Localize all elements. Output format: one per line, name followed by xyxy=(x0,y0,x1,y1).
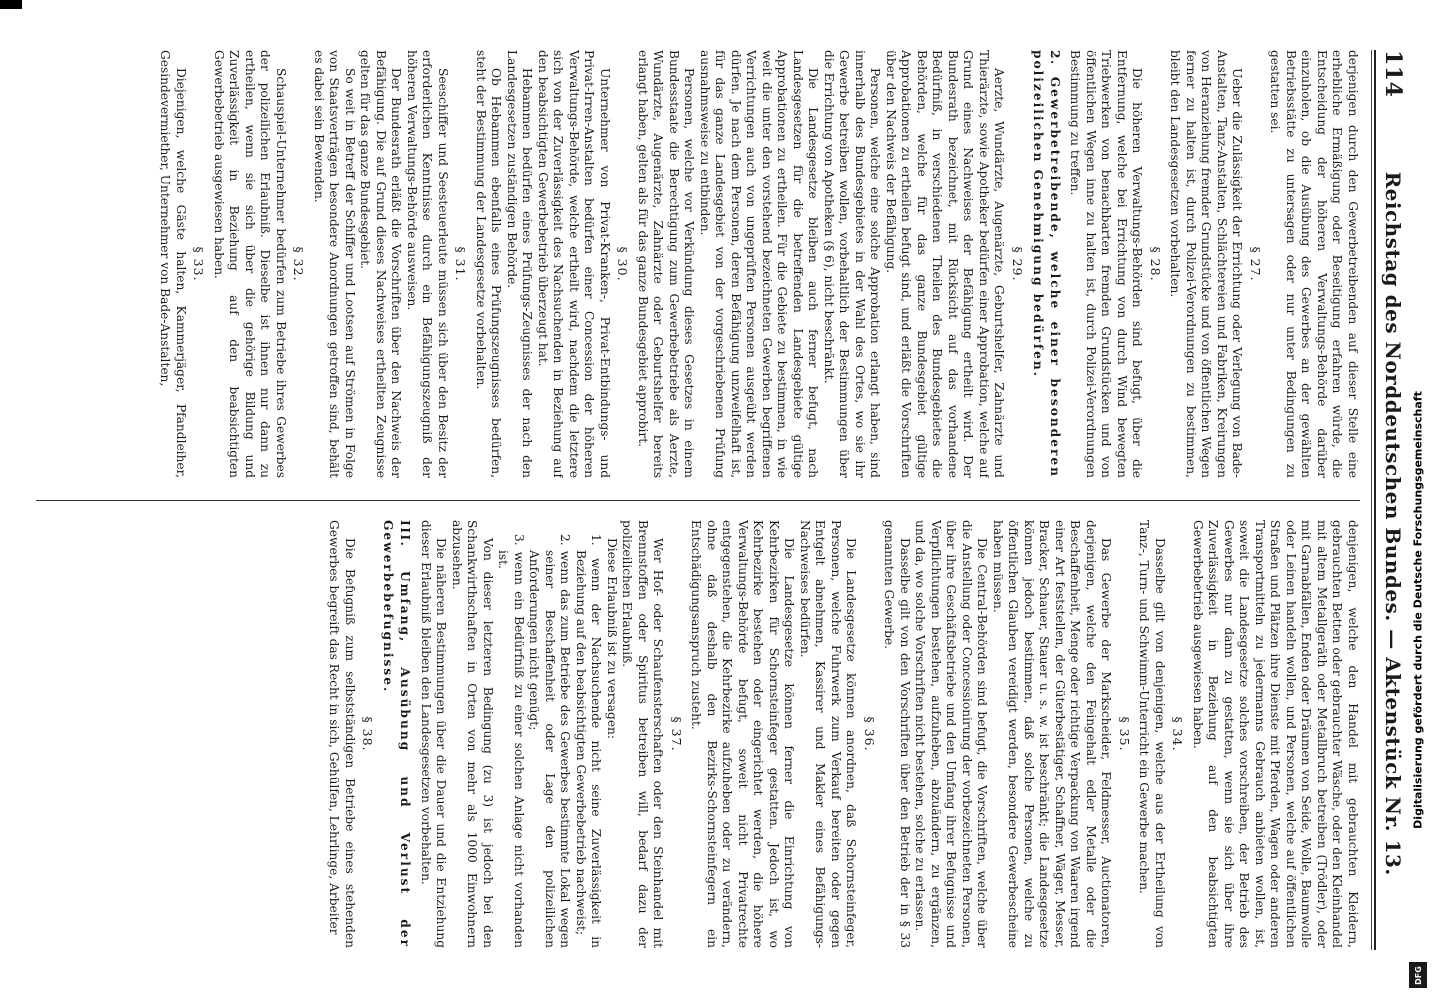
section-heading: § 28. xyxy=(1148,246,1163,282)
paragraph: Wer Hof- oder Schaufensterschaften oder den Steinhandel mit Brennstoffen oder Spiritus betreiben will, bedarf dazu der polizeilichen Erlaubniß. xyxy=(620,520,666,948)
paragraph: Die näheren Bestimmungen über die Dauer und die Entziehung dieser Erlaubniß bleiben den Landesgesetzen vorbehalten. xyxy=(419,520,449,948)
paragraph: Die Landesgesetze können anordnen, daß Schornsteinfeger, Personen, welche Fuhrwerk zum Verkauf bereiten oder gegen Entgelt abnehmen, Kassirer und Makler eines Befähigungs-Nachweises bedürfen. xyxy=(798,520,859,948)
section-heading: § 34. xyxy=(1170,716,1186,752)
paragraph: denjenigen, welche den Handel mit gebrauchten Kleidern, gebrauchten Betten oder gebrauchter Wäsche, oder den Kleinhandel mit altem Metallgeräth oder Metallbruch betreiben (Trödler), oder mit Garnabfällen, Enden oder Dräumen von Seide, Wolle, Baumwolle oder Leinen handeln wollen, und Personen, welche auf öffentlichen Straßen und Plätzen ihre Dienste mit Pferden, Wagen oder anderen Transportmitteln zu jedermanns Gebrauch anbieten wollen, ist, soweit die Landesgesetze solches vorschreiben, der Betrieb des Gewerbes nur dann zu gestatten, wenn sie sich über ihre Zuverlässigkeit in Beziehung auf den beabsichtigten Gewerbebetrieb ausgewiesen haben. xyxy=(1191,520,1360,948)
section-heading: § 37. xyxy=(669,716,684,752)
paragraph: Dasselbe gilt von den Vorschriften über den Betrieb der in § 33 genannten Gewerbe. xyxy=(882,520,912,948)
page-number: 114 xyxy=(1380,50,1406,98)
paragraph: Personen, welche eine solche Approbation erlangt haben, sind innerhalb des Bundesgebietes in der Wahl des Ortes, wo sie ihr Gewerbe betreiben wollen, vorbehaltlich der Bestimmungen über die Errichtung von Apotheken (§ 6), nicht beschränkt. xyxy=(822,50,883,478)
section-heading: § 38. xyxy=(360,716,376,752)
paragraph: Der Bundesrath erläßt die Vorschriften über den Nachweis der Befähigung. Die auf Grund dieses Nachweises ertheilten Zeugnisse gelten für das ganze Bundesgebiet. xyxy=(358,50,404,478)
chapter-heading xyxy=(1029,50,1063,478)
paragraph: Die höheren Verwaltungs-Behörden sind befugt, über die Entfernung, welche bei Errichtung von durch Wind bewegten Triebwerken von benachbarten fremden Grundstücken und von öffentlichen Wegen inne zu halten ist, durch Polizei-Verordnungen Bestimmung zu treffen. xyxy=(1068,50,1145,478)
paragraph: Ob Hebammen ebenfalls eines Prüfungszeugnisses bedürfen, steht der Bestimmung der Landesgesetze vorbehalten. xyxy=(474,50,504,478)
section-heading: § 29. xyxy=(1010,246,1025,282)
paragraph: Die Landesgesetze bleiben auch ferner befugt, nach Landesgesetzen für die betreffenden Landesgebiete gültige Approbationen zu ertheilen. Für die Gebiete zu bestimmen, in wie weit die unter den vorstehend bezeichneten Gewerben begriffenen Verrichtungen auch von ungeprüften Personen ausgeübt werden dürfen. Je nach dem Personen, deren Befähigung unzweifelhaft ist, für das ganze Landesgebiet von der vorgeschriebenen Prüfung ausnahmsweise zu entbinden. xyxy=(698,50,821,478)
left-column xyxy=(36,50,1360,478)
paragraph: Die Befugniß zum selbstständigen Betriebe eines stehenden Gewerbes begreift das Recht in sich, Gehülfen, Lehrlinge, Arbeiter xyxy=(327,520,357,948)
chapter-title: Umfang, Ausübung und Verlust der Gewerbebefugnisse. xyxy=(381,520,413,948)
section-heading: § 30. xyxy=(615,246,631,282)
paragraph: Personen, welche vor Verkündung dieses Gesetzes in einem Bundesstaate die Berechtigung zum Gewerbebetriebe als Aerzte, Wundärzte, Augenärzte, Zahnärzte oder Geburtshelfer bereits erlangt haben, gelten als für das ganze Bundesgebiet approbirt. xyxy=(636,50,697,478)
section-heading: § 36. xyxy=(862,716,877,752)
right-column xyxy=(36,520,1360,948)
section-heading: § 33. xyxy=(191,246,207,282)
paragraph: derjenigen durch den Gewerbetreibenden auf dieser Stelle eine erhebliche Ermäßigung oder Beseitigung erfahren würde, die Entscheidung der höheren Verwaltungs-Behörde darüber einzuholen, ob die Ausübung des Gewerbes an der gewählten Betriebsstätte zu untersagen oder nur unter Bedingungen zu gestatten sei. xyxy=(1268,50,1360,478)
chapter-number: 2. xyxy=(1048,50,1062,66)
section-heading: § 27. xyxy=(1248,246,1263,282)
section-heading: § 32. xyxy=(291,246,307,282)
paragraph: Aerzte, Wundärzte, Augenärzte, Geburtshelfer, Zahnärzte und Thierärzte, sowie Apotheker bedürfen einer Approbation, welche auf Grund eines Nachweises der Befähigung ertheilt wird. Der Bundesrath bezeichnet, mit Rücksicht auf das vorhandene Bedürfniß, in verschiedenen Theilen des Bundesgebietes die Behörden, welche für das ganze Bundesgebiet gültige Approbationen zu ertheilen befugt sind, und erläßt die Vorschriften über den Nachweis der Befähigung. xyxy=(884,50,1007,478)
list-item: 3. wenn ein Bedürfniß zu einer solchen Anlage nicht vorhanden ist. xyxy=(496,534,526,948)
paragraph: Unternehmer von Privat-Kranken-, Privat-Entbindungs- und Privat-Irren-Anstalten bedürfen einer Concession der höheren Verwaltungs-Behörde, welche ertheilt wird, nachdem die letztere sich von der Zuverlässigkeit des Nachsuchenden in Beziehung auf den beabsichtigten Gewerbebetrieb überzeugt hat. xyxy=(536,50,612,478)
paragraph: Ueber die Zulässigkeit der Errichtung oder Verlegung von Bade-Anstalten, Tanz-Anstalten, Schlächtereien und Fabriken, Kreirungen von Heranziehung fremder Grundstücke und von öffentlichen Wegen ferner zu halten ist, durch Polizei-Verordnungen zu bestimmen, bleibt den Landesgesetzen vorbehalten. xyxy=(1168,50,1245,478)
paragraph: Hebammen bedürfen eines Prüfungs-Zeugnisses der nach den Landesgesetzen zuständigen Behörde. xyxy=(505,50,535,478)
scan-artifact-mark xyxy=(0,0,22,9)
digitization-credit-strip xyxy=(1404,0,1432,1000)
paragraph: Von dieser letzteren Bedingung (zu 3) ist jedoch bei den Schankwirthschaften in Orten von mehr als 1000 Einwohnern abzusehen. xyxy=(450,520,495,948)
paragraph: Die Central-Behörden sind befugt, die Vorschriften, welche über die Anstellung oder Concessionirung der vorbezeichneten Personen, über ihre Geschäftsbetriebe und den Umfang ihrer Befugnisse und Verpflichtungen bestehen, aufzuheben, abzuändern, zu ergänzen, und da, wo solche Vorschriften nicht bestehen, solche zu erlassen. xyxy=(913,520,990,948)
digitization-credit: Digitalisierung gefördert durch die Deutsche Forschungsgemeinschaft xyxy=(1411,391,1425,829)
running-title: Reichstag des Norddeutschen Bundes. — Aktenstück Nr. 13. xyxy=(1381,171,1405,876)
chapter-number: III. xyxy=(398,520,413,548)
dfg-logo-icon xyxy=(1409,962,1427,988)
list-item: 1. wenn der Nachsuchende nicht seine Zuverlässigkeit in Beziehung auf den beabsichtigten Gewerbebetrieb nachweist; xyxy=(574,534,604,948)
paragraph: Schauspiel-Unternehmer bedürfen zum Betriebe ihres Gewerbes der polizeilichen Erlaubniß. Dieselbe ist ihnen nur dann zu ertheilen, wenn sie sich über die gehörige Bildung und Zuverlässigkeit in Beziehung auf den beabsichtigten Gewerbebetrieb ausgewiesen haben. xyxy=(212,50,288,478)
document-page xyxy=(30,30,1410,970)
dfg-logo-text: DFG xyxy=(1413,965,1423,985)
column-divider xyxy=(36,500,1360,501)
paragraph: Diejenigen, welche Gäste halten, Kammerjäger, Pfandleiher, Gesindevermiether, Unternehmer von Bade-Anstalten, xyxy=(158,50,188,478)
paragraph: Dasselbe gilt von denjenigen, welche aus der Ertheilung von Tanz-, Turn- und Schwimm-Unterricht ein Gewerbe machen. xyxy=(1137,520,1167,948)
chapter-title: Gewerbetreibende, welche einer besonderen polizeilichen Genehmigung bedürfen. xyxy=(1031,50,1062,478)
section-heading: § 31. xyxy=(453,246,469,282)
paragraph: Das Gewerbe der Markscheider, Feldmesser, Auctionatoren, derjenigen, welche den Feingehalt edler Metalle oder die Beschaffenheit, Menge oder richtige Verpackung von Waaren irgend einer Art feststellen, der Güterbestätiger, Schaffner, Wäger, Messer, Bracker, Schauer, Stauer u. s. w. ist beschränkt; die Landesgesetze können jedoch bestimmen, daß solche Personen, welche zu öffentlichen Glauben vereidigt werden, besondere Gewerbescheine haben müssen. xyxy=(991,520,1114,948)
header-rule xyxy=(1371,50,1372,950)
paragraph: So weit in Betreff der Schiffer und Lootsen auf Strömen in Folge von Staatsverträgen besondere Anordnungen getroffen sind, behält es dabei sein Bewenden. xyxy=(312,50,357,478)
paragraph: Die Landesgesetze können ferner die Einrichtung von Kehrbezirken für Schornsteinfeger gestatten. Jedoch ist, wo Kehrbezirke bestehen oder eingerichtet werden, die höhere Verwaltungs-Behörde befugt, soweit nicht Privatrechte entgegenstehen, die Kehrbezirke aufzuheben oder zu verändern, ohne daß deshalb den Bezirks-Schornsteinfegern ein Entschädigungsanspruch zusteht. xyxy=(689,520,797,948)
list-item: 2. wenn das zum Betriebe des Gewerbes bestimmte Lokal wegen seiner Beschaffenheit oder Lage den polizeilichen Anforderungen nicht genügt; xyxy=(527,534,573,948)
paragraph: Diese Erlaubniß ist zu versagen: xyxy=(605,538,619,740)
chapter-heading xyxy=(380,520,414,948)
section-heading: § 35. xyxy=(1117,716,1132,752)
paragraph: Seeschiffer und Seesteuerleute müssen sich über den Besitz der erforderlichen Kenntnisse durch ein Befähigungszeugniß der höheren Verwaltungs-Behörde ausweisen. xyxy=(405,50,450,478)
